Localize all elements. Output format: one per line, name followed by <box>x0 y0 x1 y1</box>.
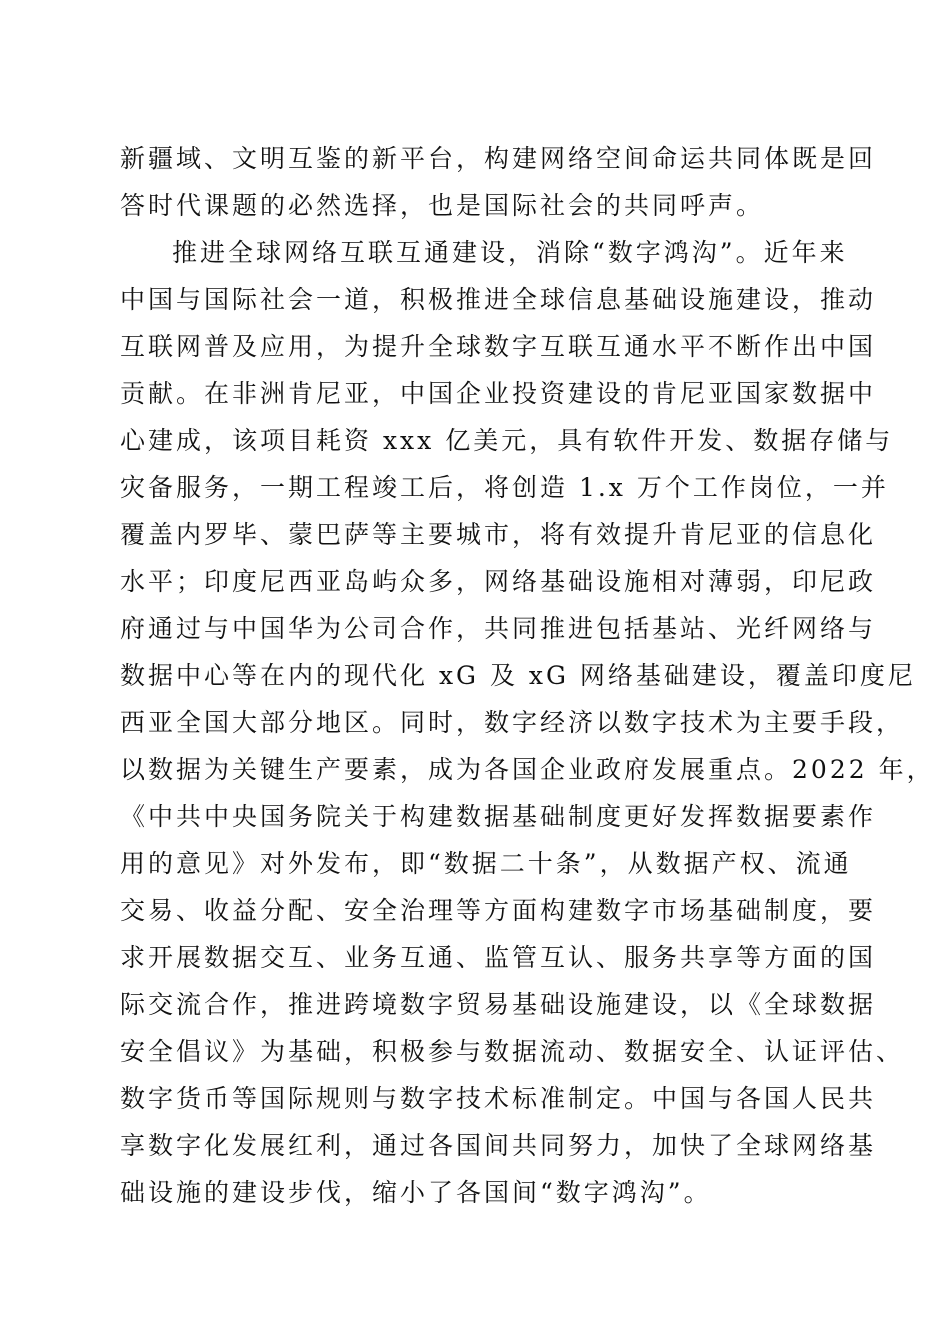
text-line: 享数字化发展红利，通过各国间共同努力，加快了全球网络基 <box>120 1131 877 1160</box>
text-line: 《中共中央国务院关于构建数据基础制度更好发挥数据要素作 <box>120 802 877 831</box>
text-line: 数字货币等国际规则与数字技术标准制定。中国与各国人民共 <box>120 1084 877 1113</box>
text-line: 推进全球网络互联互通建设，消除“数字鸿沟”。近年来 <box>172 238 848 267</box>
text-line: 安全倡议》为基础，积极参与数据流动、数据安全、认证评估、 <box>120 1037 905 1066</box>
text-line: 中国与国际社会一道，积极推进全球信息基础设施建设，推动 <box>120 285 877 314</box>
text-line: 数据中心等在内的现代化 xG 及 xG 网络基础建设，覆盖印度尼 <box>120 661 916 690</box>
text-line: 答时代课题的必然选择，也是国际社会的共同呼声。 <box>120 191 765 220</box>
text-line: 新疆域、文明互鉴的新平台，构建网络空间命运共同体既是回 <box>120 144 877 173</box>
text-line: 贡献。在非洲肯尼亚，中国企业投资建设的肯尼亚国家数据中 <box>120 379 877 408</box>
text-line: 际交流合作，推进跨境数字贸易基础设施建设，以《全球数据 <box>120 990 877 1019</box>
text-line: 求开展数据交互、业务互通、监管互认、服务共享等方面的国 <box>120 943 877 972</box>
text-line: 互联网普及应用，为提升全球数字互联互通水平不断作出中国 <box>120 332 877 361</box>
text-line: 以数据为关键生产要素，成为各国企业政府发展重点。2022 年， <box>120 755 935 784</box>
text-line: 心建成，该项目耗资 xxx 亿美元，具有软件开发、数据存储与 <box>120 426 894 455</box>
text-line: 用的意见》对外发布，即“数据二十条”，从数据产权、流通 <box>120 849 852 878</box>
text-line: 交易、收益分配、安全治理等方面构建数字市场基础制度，要 <box>120 896 877 925</box>
text-line: 府通过与中国华为公司合作，共同推进包括基站、光纤网络与 <box>120 614 877 643</box>
text-line: 水平；印度尼西亚岛屿众多，网络基础设施相对薄弱，印尼政 <box>120 567 877 596</box>
text-line: 础设施的建设步伐，缩小了各国间“数字鸿沟”。 <box>120 1178 712 1207</box>
text-line: 灾备服务，一期工程竣工后，将创造 1.x 万个工作岗位，一并 <box>120 473 889 502</box>
text-line: 西亚全国大部分地区。同时，数字经济以数字技术为主要手段， <box>120 708 905 737</box>
text-line: 覆盖内罗毕、蒙巴萨等主要城市，将有效提升肯尼亚的信息化 <box>120 520 877 549</box>
